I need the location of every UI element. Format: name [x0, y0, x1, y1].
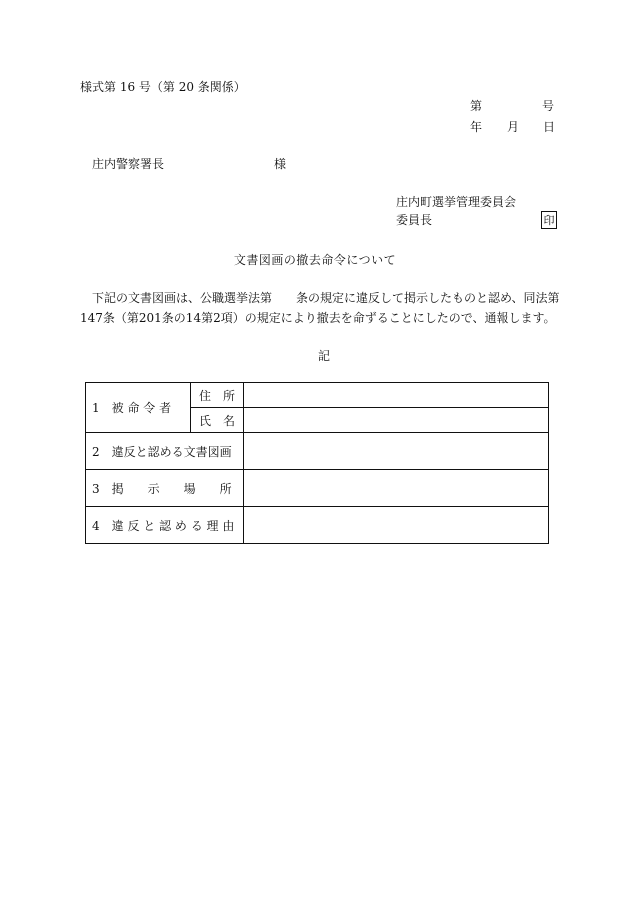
body-text-line-1: 下記の文書図画は、公職選挙法第 条の規定に違反して掲示したものと認め、同法第 — [92, 291, 560, 305]
table-row — [86, 470, 549, 507]
body-text-line-2: 147条（第201条の14第2項）の規定により撤去を命ずることにしたので、通報します。 — [80, 311, 556, 325]
sender-organization: 庄内町選挙管理委員会 — [396, 195, 517, 209]
row1-label-cell — [86, 383, 191, 433]
violation-reason-field[interactable] — [244, 507, 549, 544]
row3-label: 3 掲 示 場 所 — [92, 481, 232, 496]
document-drawing-field[interactable] — [244, 433, 549, 470]
row1-sub1-label: 住 所 — [198, 388, 235, 403]
ki-heading: 記 — [317, 349, 330, 363]
form-label: 様式第 16 号（第 20 条関係） — [80, 80, 246, 94]
row2-label-cell — [86, 433, 244, 470]
row1-sub1-cell — [191, 383, 244, 408]
document-number-prefix: 第 — [470, 99, 483, 113]
row1-sub2-label: 氏 名 — [198, 413, 235, 428]
row1-label: 1 被 命 令 者 — [92, 401, 172, 415]
document-title: 文書図画の撤去命令について — [233, 253, 397, 267]
table-row — [86, 383, 549, 408]
row2-label: 2 違反と認める文書図画 — [92, 444, 232, 459]
row4-label: 4 違 反 と 認 め る 理 由 — [92, 518, 235, 533]
date-day-label: 日 — [543, 120, 556, 134]
table-row — [86, 433, 549, 470]
sender-title: 委員長 — [396, 213, 433, 227]
date-year-label: 年 — [470, 120, 483, 134]
row3-label-cell — [86, 470, 244, 507]
table-row — [86, 507, 549, 544]
address-field[interactable] — [244, 383, 549, 408]
posting-location-field[interactable] — [244, 470, 549, 507]
addressee-name: 庄内警察署長 — [92, 157, 165, 171]
row4-label-cell — [86, 507, 244, 544]
order-details-table — [85, 382, 549, 544]
row1-sub2-cell — [191, 408, 244, 433]
seal-mark: 印 — [541, 211, 557, 229]
name-field[interactable] — [244, 408, 549, 433]
date-month-label: 月 — [507, 120, 520, 134]
addressee-honorific: 様 — [274, 157, 287, 171]
document-number-suffix: 号 — [542, 99, 555, 113]
